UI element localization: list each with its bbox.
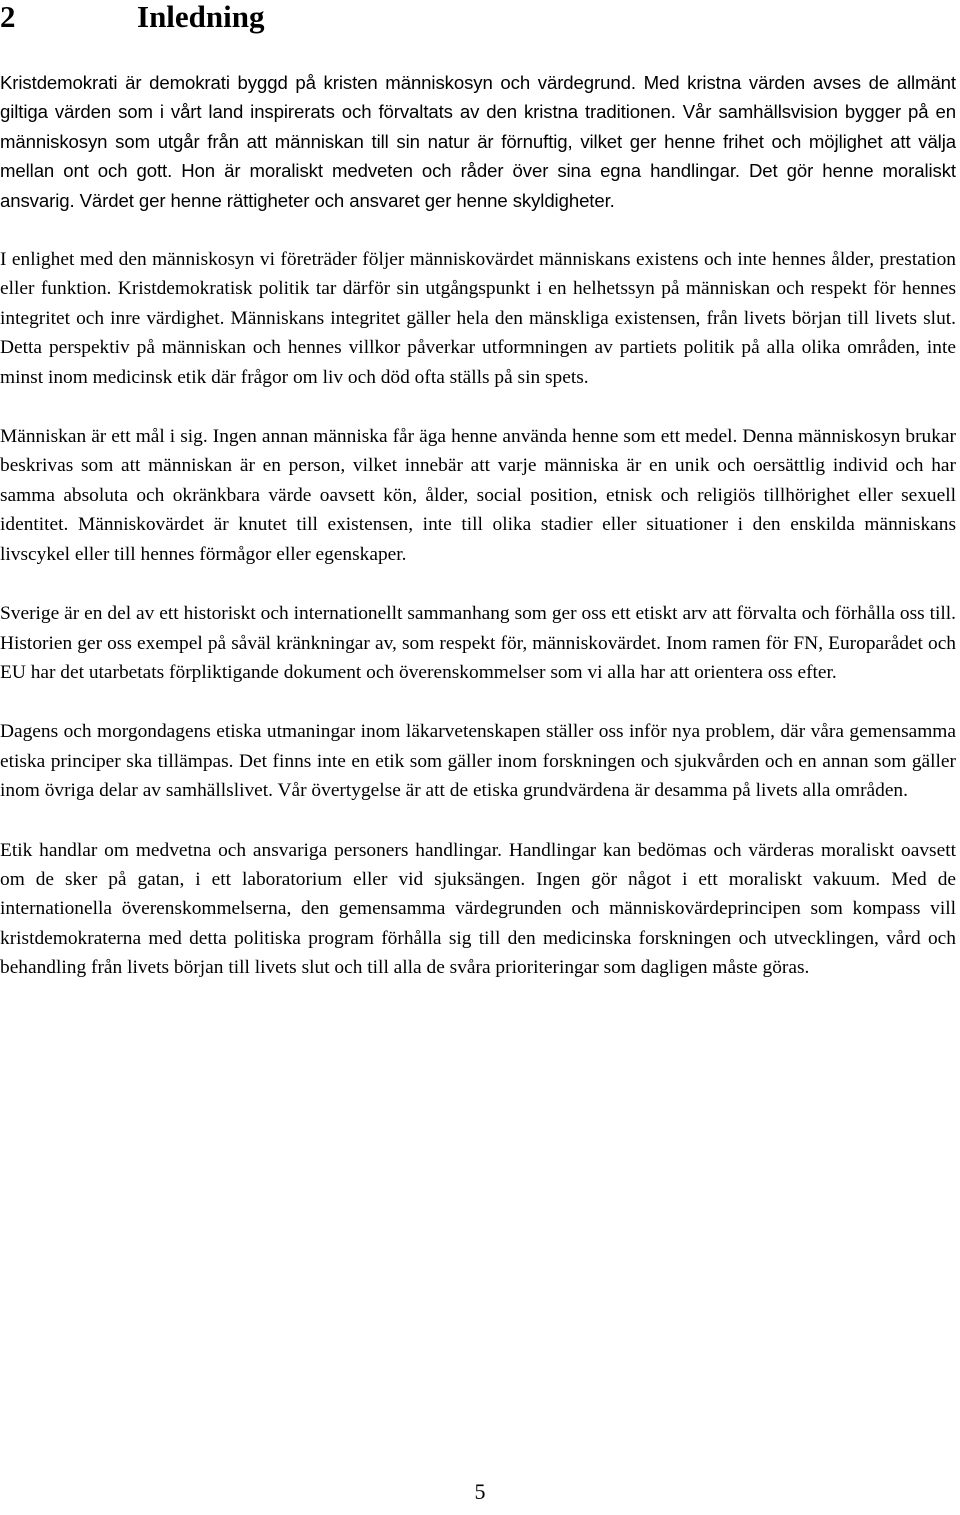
chapter-heading	[0, 0, 265, 34]
paragraph-person: Människan är ett mål i sig. Ingen annan människa får äga henne använda henne som ett medel. Denna människosyn brukar beskrivas som att människan är en person, vilket innebär att varje människa är en unik och oersättlig individ och har samma absoluta och okränkbara värde oavsett kön, ålder, social position, etnisk och religiös tillhörighet eller sexuell identitet. Människovärdet är knutet till existensen, inte till olika stadier eller situationer i den enskilda människans livscykel eller till hennes förmågor eller egenskaper.	[0, 426, 956, 565]
chapter-title: Inledning	[137, 0, 265, 34]
paragraph-human-dignity: I enlighet med den människosyn vi företräder följer människovärdet människans existens och inte hennes ålder, prestation eller funktion. Kristdemokratisk politik tar därför sin utgångspunkt i en helhetssyn på människan och respekt för hennes integritet och inre värdighet. Människans integritet gäller hela den mänskliga existensen, från livets början till livets slut. Detta perspektiv på människan och hennes villkor påverkar utformningen av partiets politik på alla olika områden, inte minst inom medicinsk etik där frågor om liv och död ofta ställs på sin spets.	[0, 249, 956, 388]
body-text	[0, 68, 956, 1013]
paragraph-historical-context: Sverige är en del av ett historiskt och internationellt sammanhang som ger oss ett etiskt arv att förvalta och förhålla oss till. Historien ger oss exempel på såväl kränkningar av, som respekt för, människovärdet. Inom ramen för FN, Europarådet och EU har det utarbetats förpliktigande dokument och överenskommelser som vi alla har att orientera oss efter.	[0, 603, 956, 683]
paragraph-ethical-challenges: Dagens och morgondagens etiska utmaningar inom läkarvetenskapen ställer oss inför nya problem, där våra gemensamma etiska principer ska tillämpas. Det finns inte en etik som gäller inom forskningen och sjukvården och en annan som gäller inom övriga delar av samhällslivet. Vår övertygelse är att de etiska grundvärdena är desamma på livets alla områden.	[0, 721, 956, 802]
page-number: 5	[474, 1479, 486, 1504]
chapter-number: 2	[0, 0, 16, 34]
paragraph-ethics-actions: Etik handlar om medvetna och ansvariga personers handlingar. Handlingar kan bedömas och värderas moraliskt oavsett om de sker på gatan, i ett laboratorium eller vid sjuksängen. Ingen gör något i ett moraliskt vakuum. Med de internationella överenskommelserna, den gemensamma värdegrunden och människovärdeprincipen som kompass vill kristdemokraterna med detta politiska program förhålla sig till den medicinska forskningen och utvecklingen, vård och behandling från livets början till livets slut och till alla de svåra prioriteringar som dagligen måste göras.	[0, 839, 956, 979]
paragraph-intro: Kristdemokrati är demokrati byggd på kristen människosyn och värdegrund. Med kristna värden avses de allmänt giltiga värden som i vårt land inspirerats och förvaltats av den kristna traditionen. Vår samhällsvision bygger på en människosyn som utgår från att människan till sin natur är förnuftig, vilket ger henne frihet och möjlighet att välja mellan ont och gott. Hon är moraliskt medveten och råder över sina egna handlingar. Det gör henne moraliskt ansvarig. Värdet ger henne rättigheter och ansvaret ger henne skyldigheter.	[0, 72, 956, 211]
